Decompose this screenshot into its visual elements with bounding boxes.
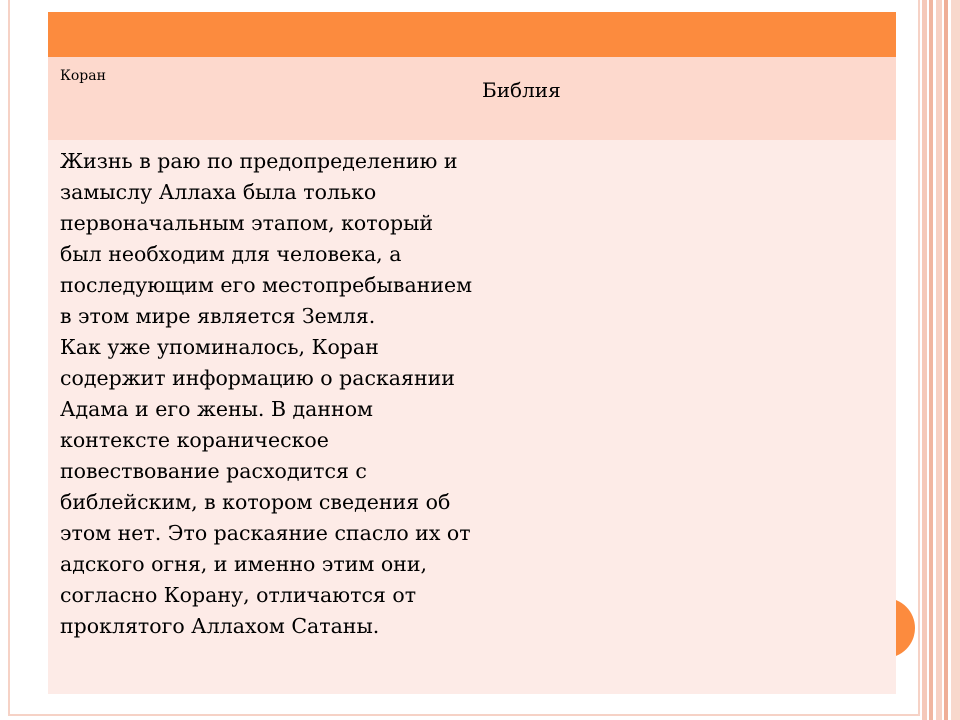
koran-paragraph: Жизнь в раю по предопределению и замыслу Аллаха была только первоначальным этапом, который был необходим для человека, а последующим его местопребыванием в этом мире является Земля.: [60, 149, 473, 328]
column-header-koran: Коран: [60, 68, 106, 84]
decor-stripe: [951, 0, 960, 720]
table-header-bar: [48, 12, 896, 57]
koran-cell: [60, 146, 480, 642]
decor-stripe: [929, 0, 933, 720]
decor-stripe: [922, 0, 927, 720]
koran-paragraph: Как уже упоминалось, Коран содержит информацию о раскаянии Адама и его жены. В данном контексте кораническое повествование расходится с библейским, в котором сведения об этом нет. Это раскаяние спасло их от адского огня, и именно этим они, согласно Корану, отличаются от проклятого Аллахом Сатаны.: [60, 335, 471, 638]
decor-stripe: [944, 0, 948, 720]
table-column-headers: [48, 57, 896, 140]
column-header-bible: Библия: [482, 78, 561, 102]
comparison-table: [48, 12, 896, 694]
decor-stripe: [936, 0, 942, 720]
